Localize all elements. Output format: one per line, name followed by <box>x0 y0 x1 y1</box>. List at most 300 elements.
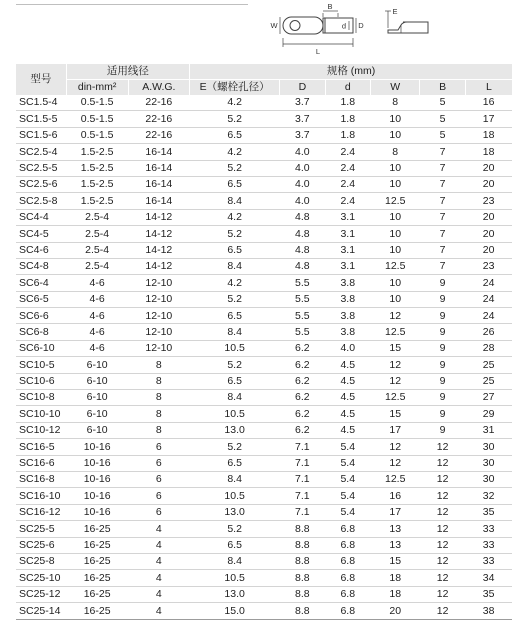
cell-model: SC25-14 <box>19 604 61 617</box>
cell-model: SC4-6 <box>19 243 49 256</box>
cell-d-small: 3.1 <box>340 211 356 224</box>
diagram-label-e: E <box>392 7 398 16</box>
cell-b: 12 <box>436 473 449 486</box>
cell-b: 7 <box>439 227 446 240</box>
cell-l: 24 <box>482 293 495 306</box>
cell-awg: 4 <box>155 604 162 617</box>
cell-e: 6.5 <box>227 538 242 551</box>
cell-d-cap: 4.0 <box>295 145 310 158</box>
cell-awg: 14-12 <box>145 260 173 273</box>
table-row <box>16 340 512 356</box>
cell-e: 8.4 <box>227 555 242 568</box>
cell-model: SC25-8 <box>19 555 55 568</box>
cell-d-small: 2.4 <box>340 162 356 174</box>
cell-din: 2.5-4 <box>85 243 110 256</box>
cell-model: SC6-6 <box>19 309 49 322</box>
cell-model: SC1.5-6 <box>19 129 58 142</box>
cell-din: 6-10 <box>86 407 108 420</box>
header-d-small: d <box>325 80 370 96</box>
cell-e: 5.2 <box>227 358 242 371</box>
diagram-label-b: B <box>327 2 333 11</box>
cell-l: 20 <box>482 227 495 240</box>
cell-awg: 8 <box>155 407 162 420</box>
cell-model: SC16-8 <box>19 473 55 486</box>
cell-model: SC1.5-5 <box>19 112 58 125</box>
cell-e: 10.5 <box>224 571 245 584</box>
cell-awg: 16-14 <box>145 178 173 191</box>
cell-d-cap: 8.8 <box>295 538 310 551</box>
cell-d-cap: 5.5 <box>295 309 310 322</box>
cell-din: 4-6 <box>89 309 105 322</box>
table-row <box>16 553 512 569</box>
cell-model: SC6-4 <box>19 276 49 289</box>
cell-d-cap: 4.8 <box>295 243 310 256</box>
cell-w: 12 <box>389 309 402 322</box>
cell-model: SC16-10 <box>19 489 61 502</box>
cell-w: 16 <box>389 489 402 502</box>
diagram-label-d-cap: D <box>358 21 364 30</box>
cell-e: 5.2 <box>227 440 242 453</box>
cell-l: 31 <box>482 424 495 437</box>
cell-b: 9 <box>439 424 446 437</box>
cell-d-small: 1.8 <box>340 129 356 142</box>
cell-d-small: 3.1 <box>340 243 356 256</box>
cell-d-cap: 6.2 <box>295 391 310 404</box>
header-l: L <box>465 80 512 96</box>
cell-w: 10 <box>389 227 402 240</box>
table-row <box>16 570 512 586</box>
cell-d-small: 4.5 <box>340 407 356 420</box>
cell-model: SC25-10 <box>19 571 61 584</box>
cell-b: 12 <box>436 457 449 470</box>
cell-awg: 8 <box>155 358 162 371</box>
table-row <box>16 324 512 340</box>
cell-model: SC4-8 <box>19 260 49 273</box>
header-d-cap: D <box>280 80 325 96</box>
cell-din: 0.5-1.5 <box>80 96 114 109</box>
cell-d-small: 6.8 <box>340 588 356 601</box>
cell-din: 16-25 <box>83 571 111 584</box>
cell-din: 6-10 <box>86 424 108 437</box>
cell-b: 5 <box>439 96 446 109</box>
cell-w: 10 <box>389 129 402 142</box>
cell-l: 33 <box>482 555 495 568</box>
diagram-label-d: d <box>341 21 347 31</box>
table-row <box>16 176 512 192</box>
cell-d-cap: 5.5 <box>295 325 310 338</box>
cell-model: SC1.5-4 <box>19 96 58 109</box>
cell-e: 5.2 <box>227 293 242 306</box>
cell-e: 8.4 <box>227 473 242 486</box>
cell-d-cap: 7.1 <box>295 489 310 502</box>
cell-din: 10-16 <box>83 473 111 486</box>
cell-b: 12 <box>436 440 449 453</box>
cell-l: 26 <box>482 325 495 338</box>
cell-awg: 14-12 <box>145 227 173 240</box>
cell-d-small: 4.5 <box>340 391 356 404</box>
header-spec-group: 规格 (mm) <box>190 64 512 80</box>
cell-model: SC16-5 <box>19 440 55 453</box>
cell-l: 24 <box>482 276 495 289</box>
cell-b: 7 <box>439 178 446 191</box>
cell-awg: 12-10 <box>145 293 173 306</box>
cell-w: 12 <box>389 358 402 371</box>
cell-d-small: 6.8 <box>340 555 356 568</box>
cell-l: 20 <box>482 211 495 224</box>
cell-din: 2.5-4 <box>85 260 110 273</box>
cell-model: SC2.5-4 <box>19 145 58 158</box>
cell-l: 30 <box>482 457 495 470</box>
cell-d-cap: 4.8 <box>295 211 310 224</box>
cell-e: 6.5 <box>227 309 242 322</box>
cell-b: 12 <box>436 538 449 551</box>
cell-l: 25 <box>482 375 495 388</box>
cell-d-cap: 3.7 <box>295 112 310 125</box>
cell-model: SC16-12 <box>19 506 61 519</box>
cell-e: 5.2 <box>227 112 242 125</box>
cell-model: SC6-5 <box>19 293 49 306</box>
table-row <box>16 455 512 471</box>
cell-din: 4-6 <box>89 293 105 306</box>
cell-awg: 16-14 <box>145 145 173 158</box>
cell-d-cap: 6.2 <box>295 358 310 371</box>
cell-e: 4.2 <box>227 276 242 289</box>
cell-e: 6.5 <box>227 243 242 256</box>
cell-model: SC16-6 <box>19 457 55 470</box>
cell-w: 8 <box>392 145 399 158</box>
cell-d-cap: 3.7 <box>295 129 310 142</box>
cell-d-cap: 4.8 <box>295 260 310 273</box>
cell-din: 6-10 <box>86 375 108 388</box>
cell-w: 12 <box>389 440 402 453</box>
cell-d-small: 1.8 <box>340 96 356 109</box>
header-wire-group: 适用线径 <box>66 64 189 80</box>
cell-awg: 8 <box>155 375 162 388</box>
table-row <box>16 439 512 455</box>
cell-l: 28 <box>482 342 495 355</box>
cell-awg: 4 <box>155 538 162 551</box>
cell-din: 16-25 <box>83 522 111 535</box>
cell-l: 30 <box>482 473 495 486</box>
cell-awg: 6 <box>155 473 162 486</box>
cell-awg: 6 <box>155 457 162 470</box>
table-row <box>16 488 512 504</box>
cell-b: 9 <box>439 358 446 371</box>
cell-e: 4.2 <box>227 211 242 224</box>
cell-l: 24 <box>482 309 495 322</box>
top-divider-line <box>16 4 248 5</box>
cell-din: 2.5-4 <box>85 211 110 224</box>
cell-d-small: 4.5 <box>340 424 356 437</box>
cell-model: SC2.5-6 <box>19 178 58 191</box>
table-row <box>16 127 512 143</box>
cell-b: 7 <box>439 145 446 158</box>
cell-awg: 16-14 <box>145 162 173 174</box>
table-row <box>16 111 512 127</box>
cell-din: 0.5-1.5 <box>80 129 114 142</box>
cell-awg: 6 <box>155 489 162 502</box>
cell-d-small: 6.8 <box>340 604 356 617</box>
table-row <box>16 422 512 438</box>
cell-d-cap: 6.2 <box>295 424 310 437</box>
cell-w: 12.5 <box>385 473 406 486</box>
cell-d-small: 3.8 <box>340 325 356 338</box>
cell-w: 10 <box>389 112 402 125</box>
cell-w: 10 <box>389 162 402 174</box>
cell-d-cap: 8.8 <box>295 588 310 601</box>
cell-din: 0.5-1.5 <box>80 112 114 125</box>
cell-d-cap: 7.1 <box>295 473 310 486</box>
cell-l: 33 <box>482 538 495 551</box>
cell-din: 10-16 <box>83 489 111 502</box>
cell-d-small: 4.0 <box>340 342 356 355</box>
header-w: W <box>370 80 420 96</box>
table-row <box>16 471 512 487</box>
cell-b: 7 <box>439 211 446 224</box>
cell-din: 10-16 <box>83 440 111 453</box>
cell-model: SC6-8 <box>19 325 49 338</box>
cell-din: 1.5-2.5 <box>80 145 114 158</box>
table-row <box>16 308 512 324</box>
cell-d-small: 3.1 <box>340 260 356 273</box>
cell-d-small: 3.8 <box>340 276 356 289</box>
cell-b: 12 <box>436 555 449 568</box>
cell-w: 15 <box>389 555 402 568</box>
cell-e: 10.5 <box>224 407 245 420</box>
cell-b: 9 <box>439 276 446 289</box>
cell-e: 4.2 <box>227 145 242 158</box>
cell-e: 10.5 <box>224 342 245 355</box>
cell-l: 32 <box>482 489 495 502</box>
cell-d-cap: 4.0 <box>295 178 310 191</box>
cell-b: 7 <box>439 162 446 174</box>
cell-model: SC10-5 <box>19 358 55 371</box>
cell-d-cap: 4.0 <box>295 162 310 174</box>
cell-din: 10-16 <box>83 457 111 470</box>
cell-din: 1.5-2.5 <box>80 162 114 174</box>
cell-din: 16-25 <box>83 588 111 601</box>
cell-d-cap: 4.0 <box>295 194 310 207</box>
cell-model: SC6-10 <box>19 342 55 355</box>
cell-w: 17 <box>389 506 402 519</box>
cell-din: 1.5-2.5 <box>80 178 114 191</box>
cell-e: 5.2 <box>227 162 242 174</box>
cell-b: 12 <box>436 522 449 535</box>
cell-model: SC10-12 <box>19 424 61 437</box>
cell-l: 34 <box>482 571 495 584</box>
table-row <box>16 242 512 258</box>
cell-model: SC25-6 <box>19 538 55 551</box>
table-row <box>16 275 512 291</box>
cell-d-small: 5.4 <box>340 489 356 502</box>
cell-b: 9 <box>439 407 446 420</box>
cell-awg: 14-12 <box>145 243 173 256</box>
table-row <box>16 586 512 602</box>
cell-l: 27 <box>482 391 495 404</box>
cell-din: 6-10 <box>86 391 108 404</box>
cell-e: 6.5 <box>227 129 242 142</box>
cell-model: SC2.5-5 <box>19 162 58 174</box>
terminal-spec-table <box>16 64 512 620</box>
table-row <box>16 226 512 242</box>
cell-awg: 14-12 <box>145 211 173 224</box>
cell-d-cap: 8.8 <box>295 555 310 568</box>
cell-d-cap: 6.2 <box>295 342 310 355</box>
cell-b: 9 <box>439 375 446 388</box>
table-body <box>16 95 512 619</box>
table-row <box>16 603 512 619</box>
table-row <box>16 193 512 209</box>
cell-model: SC25-12 <box>19 588 61 601</box>
table-row <box>16 160 512 176</box>
cell-l: 35 <box>482 588 495 601</box>
cell-d-small: 6.8 <box>340 522 356 535</box>
header-row-group <box>16 64 512 80</box>
cell-model: SC10-10 <box>19 407 61 420</box>
table-row <box>16 537 512 553</box>
table-row <box>16 357 512 373</box>
table-row <box>16 390 512 406</box>
cell-model: SC4-4 <box>19 211 49 224</box>
cell-awg: 16-14 <box>145 194 173 207</box>
cell-model: SC2.5-8 <box>19 194 58 207</box>
cell-e: 10.5 <box>224 489 245 502</box>
cell-e: 13.0 <box>224 588 245 601</box>
cell-w: 10 <box>389 293 402 306</box>
cell-model: SC10-6 <box>19 375 55 388</box>
cell-w: 10 <box>389 243 402 256</box>
cell-l: 18 <box>482 145 495 158</box>
cell-d-small: 1.8 <box>340 112 356 125</box>
diagram-label-l: L <box>315 47 321 56</box>
cell-awg: 6 <box>155 440 162 453</box>
cell-l: 25 <box>482 358 495 371</box>
table-row <box>16 504 512 520</box>
cell-l: 29 <box>482 407 495 420</box>
cell-model: SC10-8 <box>19 391 55 404</box>
cell-d-small: 2.4 <box>340 145 356 158</box>
cell-w: 10 <box>389 211 402 224</box>
cell-l: 23 <box>482 194 495 207</box>
table-row <box>16 209 512 225</box>
cell-w: 12.5 <box>385 260 406 273</box>
header-model: 型号 <box>16 64 66 95</box>
cell-d-cap: 5.5 <box>295 276 310 289</box>
cell-b: 12 <box>436 571 449 584</box>
cell-d-cap: 6.2 <box>295 375 310 388</box>
header-row-columns <box>16 80 512 96</box>
cell-d-cap: 8.8 <box>295 604 310 617</box>
table-row <box>16 373 512 389</box>
cell-awg: 22-16 <box>145 112 173 125</box>
cell-w: 12.5 <box>385 194 406 207</box>
cell-awg: 8 <box>155 391 162 404</box>
cell-w: 10 <box>389 178 402 191</box>
cell-l: 23 <box>482 260 495 273</box>
cell-b: 12 <box>436 489 449 502</box>
cell-w: 12.5 <box>385 325 406 338</box>
cell-d-small: 2.4 <box>340 178 356 191</box>
cell-d-cap: 8.8 <box>295 571 310 584</box>
cell-model: SC4-5 <box>19 227 49 240</box>
cell-w: 18 <box>389 571 402 584</box>
cell-awg: 22-16 <box>145 96 173 109</box>
cell-l: 35 <box>482 506 495 519</box>
cell-d-small: 3.8 <box>340 293 356 306</box>
cell-e: 8.4 <box>227 325 242 338</box>
cell-b: 9 <box>439 325 446 338</box>
cell-b: 9 <box>439 342 446 355</box>
cell-d-small: 4.5 <box>340 375 356 388</box>
cell-w: 13 <box>389 522 402 535</box>
cell-w: 13 <box>389 538 402 551</box>
cell-d-cap: 3.7 <box>295 96 310 109</box>
cell-b: 12 <box>436 604 449 617</box>
cell-e: 4.2 <box>227 96 242 109</box>
cell-b: 9 <box>439 391 446 404</box>
cell-e: 8.4 <box>227 194 242 207</box>
cell-b: 7 <box>439 194 446 207</box>
cell-din: 1.5-2.5 <box>80 194 114 207</box>
cell-d-cap: 4.8 <box>295 227 310 240</box>
cell-l: 18 <box>482 129 495 142</box>
table-row <box>16 406 512 422</box>
cell-din: 6-10 <box>86 358 108 371</box>
header-b: B <box>420 80 465 96</box>
cell-e: 13.0 <box>224 506 245 519</box>
cell-d-small: 5.4 <box>340 473 356 486</box>
cell-e: 5.2 <box>227 522 242 535</box>
cell-w: 17 <box>389 424 402 437</box>
cell-d-cap: 6.2 <box>295 407 310 420</box>
cell-model: SC25-5 <box>19 522 55 535</box>
cell-d-cap: 5.5 <box>295 293 310 306</box>
cell-b: 5 <box>439 112 446 125</box>
cell-d-small: 5.4 <box>340 440 356 453</box>
cell-d-small: 4.5 <box>340 358 356 371</box>
cell-d-cap: 7.1 <box>295 506 310 519</box>
cell-d-small: 3.8 <box>340 309 356 322</box>
cell-e: 13.0 <box>224 424 245 437</box>
cell-w: 15 <box>389 342 402 355</box>
cell-din: 4-6 <box>89 276 105 289</box>
cell-e: 8.4 <box>227 391 242 404</box>
cell-e: 6.5 <box>227 178 242 191</box>
cell-w: 10 <box>389 276 402 289</box>
cell-l: 20 <box>482 243 495 256</box>
cell-e: 6.5 <box>227 375 242 388</box>
cell-din: 16-25 <box>83 555 111 568</box>
cell-awg: 12-10 <box>145 325 173 338</box>
cell-l: 16 <box>482 96 495 109</box>
cell-din: 10-16 <box>83 506 111 519</box>
cell-w: 12.5 <box>385 391 406 404</box>
cell-b: 9 <box>439 293 446 306</box>
cell-d-small: 5.4 <box>340 506 356 519</box>
table-row <box>16 291 512 307</box>
header-din: din-mm² <box>66 80 128 96</box>
cell-b: 9 <box>439 309 446 322</box>
header-awg: A.W.G. <box>128 80 190 96</box>
terminal-dimension-diagram <box>270 0 470 62</box>
table-row <box>16 521 512 537</box>
header-e: E（螺栓孔径） <box>190 80 280 96</box>
cell-awg: 4 <box>155 522 162 535</box>
cell-w: 12 <box>389 457 402 470</box>
cell-awg: 4 <box>155 571 162 584</box>
cell-d-small: 6.8 <box>340 538 356 551</box>
cell-d-cap: 8.8 <box>295 522 310 535</box>
